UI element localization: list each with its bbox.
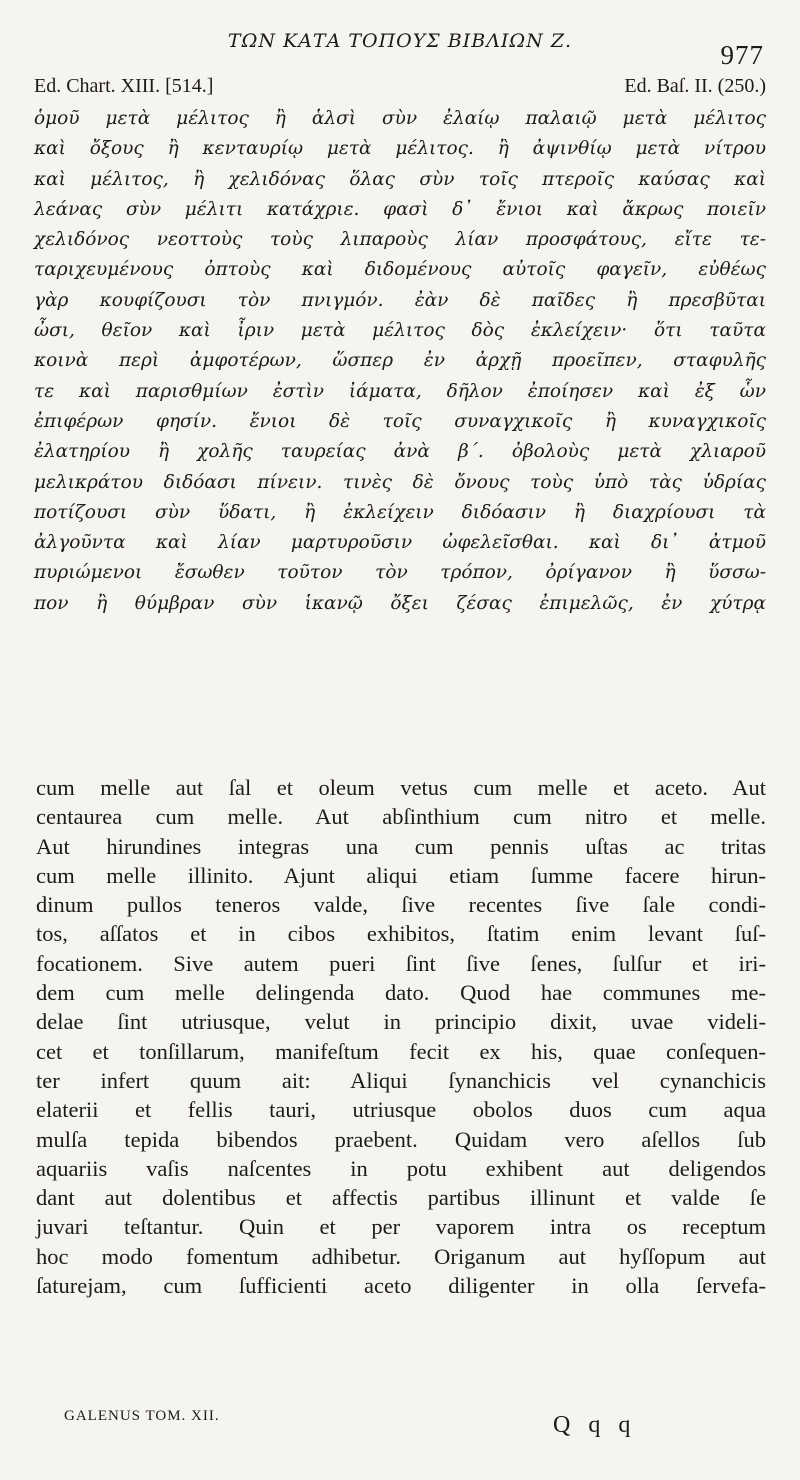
latin-line: Aut hirundines integras una cum pennis uſtas ac tritas [36, 833, 766, 859]
edition-chartier-reference: Ed. Chart. XIII. [514.] [34, 75, 214, 97]
greek-line: χελιδόνος νεοττοὺς τοὺς λιπαροὺς λίαν προσφάτους, εἴτε τε- [34, 229, 766, 251]
greek-line: ὁμοῦ μετὰ μέλιτος ἢ ἁλσὶ σὺν ἐλαίῳ παλαιῷ μετὰ μέλιτος [34, 108, 766, 129]
latin-text-block [36, 773, 766, 1300]
latin-line: dinum pullos teneros valde, ſive recentes ſive ſale condi- [36, 892, 766, 918]
latin-line: hoc modo fomentum adhibetur. Origanum aut hyſſopum aut [36, 1243, 766, 1269]
latin-line: aquariis vaſis naſcentes in potu exhibent aut deligendos [36, 1155, 766, 1181]
greek-line: ποτίζουσι σὺν ὕδατι, ἢ ἐκλείχειν διδόασιν ἢ διαχρίουσι τὰ [34, 501, 766, 523]
page-number: 977 [720, 40, 764, 70]
greek-text-block [34, 104, 766, 619]
latin-line: dant aut dolentibus et affectis partibus illinunt et valde ſe [36, 1185, 766, 1211]
greek-line: λεάνας σὺν μέλιτι κατάχριε. φασὶ δ᾽ ἔνιοι καὶ ἄκρως ποιεῖν [34, 198, 766, 220]
latin-line: delae ſint utriusque, velut in principio dixit, uvae videli- [36, 1009, 766, 1035]
greek-line: καὶ ὄξους ἢ κενταυρίῳ μετὰ μέλιτος. ἢ ἀψινθίῳ μετὰ νίτρου [34, 138, 766, 160]
greek-line: ὦσι, θεῖον καὶ ἶριν μετὰ μέλιτος δὸς ἐκλείχειν· ὅτι ταῦτα [34, 320, 766, 342]
greek-line: ἐλατηρίου ἢ χολῆς ταυρείας ἀνὰ β΄. ὀβολοὺς μετὰ χλιαροῦ [34, 441, 766, 463]
edition-basel-reference: Ed. Baſ. II. (250.) [624, 75, 766, 97]
latin-line: cum melle illinito. Ajunt aliqui etiam ſumme facere hirun- [36, 862, 766, 888]
greek-line: καὶ μέλιτος, ἢ χελιδόνας ὅλας σὺν τοῖς πτεροῖς καύσας καὶ [34, 168, 766, 190]
latin-line: mulſa tepida bibendos praebent. Quidam vero aſellos ſub [36, 1126, 766, 1152]
latin-line: tos, aſſatos et in cibos exhibitos, ſtatim enim levant ſuſ- [36, 921, 766, 947]
greek-line: πον ἢ θύμβραν σὺν ἱκανῷ ὄξει ζέσας ἐπιμελῶς, ἐν χύτρᾳ [34, 592, 766, 614]
greek-line: πυριώμενοι ἔσωθεν τοῦτον τὸν τρόπον, ὀρίγανον ἢ ὕσσω- [34, 562, 766, 584]
running-title: ΤΩΝ ΚΑΤΑ ΤΟΠΟΥΣ ΒΙΒΛΙΩΝ Ζ. [227, 30, 573, 52]
greek-line: γὰρ κουφίζουσι τὸν πνιγμόν. ἐὰν δὲ παῖδες ἢ πρεσβῦται [34, 289, 766, 311]
greek-line: μελικράτου διδόασι πίνειν. τινὲς δὲ ὄνους τοὺς ὑπὸ τὰς ὑδρίας [34, 471, 766, 493]
greek-line: ἀλγοῦντα καὶ λίαν μαρτυροῦσιν ὠφελεῖσθαι. καὶ δι᾽ ἀτμοῦ [34, 532, 766, 554]
footer-signature-mark: Q q q [553, 1412, 637, 1438]
latin-line: cum melle aut ſal et oleum vetus cum melle et aceto. Aut [36, 775, 766, 800]
latin-line: elaterii et fellis tauri, utriusque obolos duos cum aqua [36, 1097, 766, 1123]
latin-line: dem cum melle delingenda dato. Quod hae communes me- [36, 980, 766, 1006]
greek-line: ταριχευμένους ὀπτοὺς καὶ διδομένους αὐτοῖς φαγεῖν, εὐθέως [34, 259, 766, 281]
latin-line: juvari teſtantur. Quin et per vaporem intra os receptum [36, 1214, 766, 1240]
latin-line: centaurea cum melle. Aut abſinthium cum nitro et melle. [36, 804, 766, 830]
greek-line: ἐπιφέρων φησίν. ἔνιοι δὲ τοῖς συναγχικοῖς ἢ κυναγχικοῖς [34, 410, 766, 432]
latin-line: cet et tonſillarum, manifeſtum fecit ex his, quae conſequen- [36, 1038, 766, 1064]
edition-references [34, 75, 766, 98]
greek-line: κοινὰ περὶ ἀμφοτέρων, ὥσπερ ἐν ἀρχῇ προεῖπεν, σταφυλῆς [34, 350, 766, 372]
footer-signature-line: GALENUS TOM. XII. [64, 1408, 220, 1424]
latin-line: ter infert quum ait: Aliqui ſynanchicis vel cynanchicis [36, 1067, 766, 1093]
latin-line: ſaturejam, cum ſufficienti aceto diligenter in olla ſervefa- [36, 1273, 766, 1299]
latin-line: focationem. Sive autem pueri ſint ſive ſenes, ſulſur et iri- [36, 950, 766, 976]
greek-line: τε καὶ παρισθμίων ἐστὶν ἰάματα, δῆλον ἐποίησεν καὶ ἐξ ὧν [34, 380, 766, 402]
